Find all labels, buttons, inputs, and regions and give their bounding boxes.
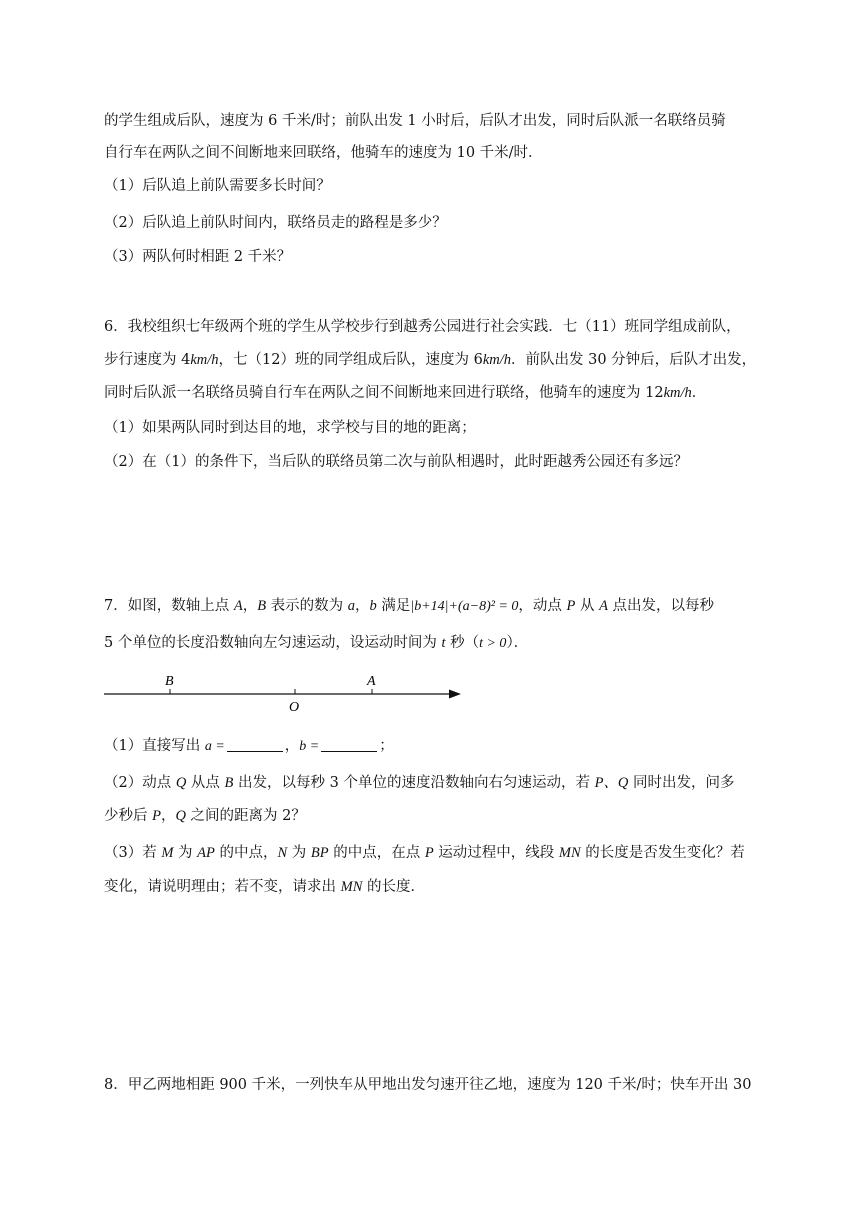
absolute-value-equation: |b+14|+(a−8)² = 0 [410, 599, 519, 614]
p7-question-2-line-2: 少秒后 P，Q 之间的距离为 2？ [104, 808, 306, 824]
p8-line-1: 8．甲乙两地相距 900 千米，一列快车从甲地出发匀速开往乙地，速度为 120 千米/时；快车开出 30 [104, 1077, 752, 1093]
label-O: O [289, 700, 300, 715]
p7-line-2: 5 个单位的长度沿数轴向左匀速运动，设运动时间为 t 秒（t > 0）． [104, 635, 529, 651]
p5-line-2: 自行车在两队之间不间断地来回联络，他骑车的速度为 10 千米/时． [104, 145, 543, 161]
arrow-right-icon [449, 690, 461, 699]
p5-line-1: 的学生组成后队，速度为 6 千米/时；前队出发 1 小时后，后队才出发，同时后队派一名联络员骑 [104, 113, 726, 129]
p6-question-2: （2）在（1）的条件下，当后队的联络员第二次与前队相遇时，此时距越秀公园还有多远？ [104, 454, 688, 470]
unit-kmh: km/h [190, 352, 219, 368]
p6-line-1: 6．我校组织七年级两个班的学生从学校步行到越秀公园进行社会实践．七（11）班同学组成前队， [104, 319, 741, 335]
unit-kmh: km/h [663, 385, 692, 401]
p7-question-3-line-1: （3）若 M 为 AP 的中点，N 为 BP 的中点，在点 P 运动过程中，线段 MN 的长度是否发生变化？若 [104, 845, 745, 861]
p6-question-1: （1）如果两队同时到达目的地，求学校与目的地的距离； [104, 420, 476, 436]
p7-question-2-line-1: （2）动点 Q 从点 B 出发，以每秒 3 个单位的速度沿数轴向右匀速运动，若 P、Q 同时出发，问多 [104, 775, 735, 791]
p5-question-1: （1）后队追上前队需要多长时间？ [104, 178, 331, 194]
label-A: A [367, 674, 376, 689]
unit-kmh: km/h [482, 352, 512, 368]
answer-blank-a[interactable] [227, 737, 283, 752]
p5-question-2: （2）后队追上前队时间内，联络员走的路程是多少？ [104, 215, 447, 231]
p6-line-3: 同时后队派一名联络员骑自行车在两队之间不间断地来回进行联络，他骑车的速度为 12km/h． [104, 385, 707, 401]
p5-question-3: （3）两队何时相距 2 千米？ [104, 249, 292, 265]
number-line-figure [104, 668, 474, 716]
label-B: B [165, 674, 174, 689]
p7-question-3-line-2: 变化，请说明理由；若不变，请求出 MN 的长度． [104, 879, 425, 895]
p7-line-1: 7．如图，数轴上点 A，B 表示的数为 a，b 满足|b+14|+(a−8)² = 0，动点 P 从 A 点出发，以每秒 [104, 598, 715, 614]
answer-blank-b[interactable] [321, 737, 377, 752]
p6-line-2: 步行速度为 4km/h，七（12）班的同学组成后队，速度为 6km/h．前队出发 30 分钟后，后队才出发， [104, 352, 757, 368]
p7-question-1: （1）直接写出 a = ，b = ； [104, 738, 394, 754]
